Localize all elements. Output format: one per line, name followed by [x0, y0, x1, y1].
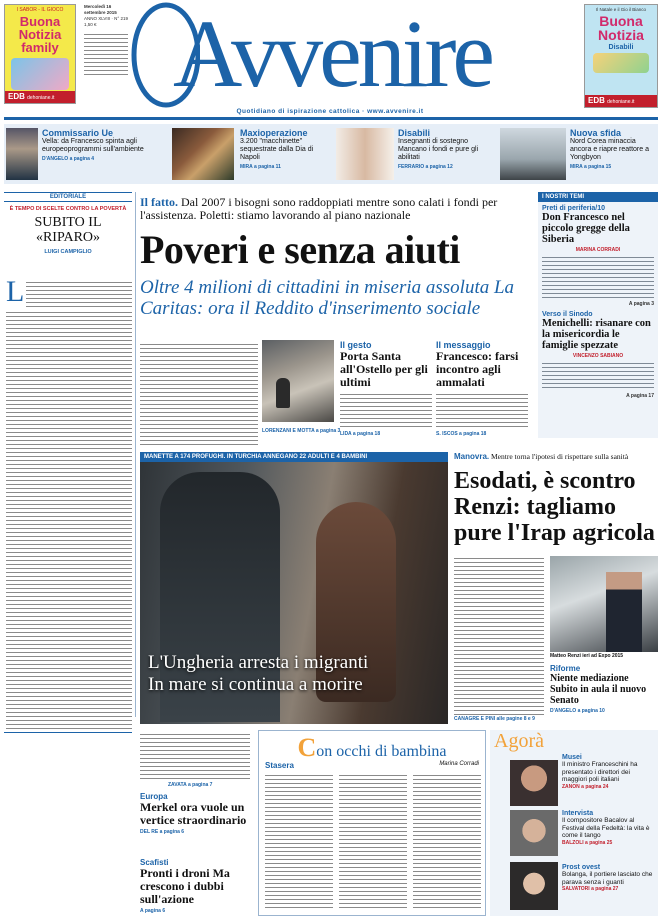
bottom-left-body: [140, 732, 250, 780]
scafisti-story[interactable]: [140, 858, 252, 914]
promo-left-publisher: [5, 91, 75, 103]
manovra-intro-text: Mentre torna l'ipotesi di rispettare sulla sanità: [491, 452, 629, 461]
agora-1-kicker: Musei: [562, 754, 582, 761]
europa-kicker: Europa: [140, 792, 168, 801]
temi-header: I NOSTRI TEMI: [538, 192, 658, 202]
bambina-body-2: [339, 773, 407, 911]
teaser-2[interactable]: [240, 128, 334, 170]
temi-2-author: VINCENZO SABIANO: [572, 353, 624, 359]
agora-3-text: Bolanga, il portiere lasciato che parava senza i guanti: [562, 871, 653, 886]
bambina-body-3: [413, 773, 481, 911]
teaser-3-text: Insegnanti di sostegno Mancano i fondi e pure gli abilitati: [398, 138, 479, 161]
manovra-photo-caption: Matteo Renzi ieri ad Expo 2015: [550, 653, 624, 659]
lead-photo: [262, 340, 334, 422]
agora-2-text: Il compositore Bacalov al Festival della Fedeltà: la vita è come il tango: [562, 817, 650, 839]
promo-right-box[interactable]: [584, 4, 658, 108]
manovra-body: [454, 556, 544, 716]
riforme-story[interactable]: [550, 664, 658, 714]
lead-photo-figure: [276, 378, 290, 408]
lead-photo-credit: LORENZANI E MOTTA a pagina 3: [262, 428, 341, 434]
masthead-title[interactable]: Avvenire: [172, 0, 492, 107]
agora-photo-3: [510, 862, 558, 910]
bambina-title: [259, 733, 485, 763]
manovra-headline[interactable]: Esodati, è scontro Renzi: tagliamo pure l'Irap agricola: [454, 468, 655, 546]
europa-story[interactable]: [140, 792, 252, 835]
teaser-4[interactable]: [570, 128, 656, 170]
teaser-1[interactable]: [42, 128, 162, 162]
temi-1-kicker: Preti di periferia/10: [542, 205, 606, 212]
hungary-caption-1: L'Ungheria arresta i migranti: [148, 652, 369, 673]
editorial-title: SUBITO IL «RIPARO»: [34, 215, 102, 245]
teaser-3[interactable]: [398, 128, 498, 170]
bambina-box[interactable]: [258, 730, 486, 916]
temi-2-kicker: Verso il Sinodo: [542, 311, 593, 318]
lead-subhead: Oltre 4 milioni di cittadini in miseria assoluta La Caritas: ora il Reddito d'inserimento sociale: [140, 277, 515, 319]
promo-right-title: Buona Notizia: [598, 13, 644, 43]
bambina-kicker: Stasera: [265, 761, 294, 770]
promo-right-publisher: [585, 95, 657, 107]
messaggio-story[interactable]: [436, 340, 528, 437]
editorial-column[interactable]: [4, 192, 132, 917]
lead-intro: [140, 196, 526, 222]
bambina-author: Marina Corradi: [439, 761, 479, 767]
gesto-title: Porta Santa all'Ostello per gli ultimi: [340, 349, 428, 389]
lead-intro-label: Il fatto.: [140, 195, 178, 209]
teaser-strip: [4, 124, 658, 184]
renzi-figure: [606, 572, 642, 652]
lead-intro-text: Dal 2007 i bisogni sono raddoppiati mentre sono calati i fondi per l'assistenza. Poletti: stiamo lavorando al piano nazionale: [140, 195, 498, 222]
editorial-body-b: [6, 310, 132, 730]
riforme-page: D'ANGELO a pagina 10: [550, 708, 605, 714]
teaser-3-title: Disabili: [398, 128, 431, 138]
teaser-2-page: MIRA a pagina 11: [240, 164, 281, 170]
temi-1-page: A pagina 3: [628, 301, 654, 307]
manovra-intro: [454, 452, 658, 461]
column-rule: [135, 192, 136, 717]
messaggio-body: [436, 392, 528, 428]
editorial-label: EDITORIALE: [4, 192, 132, 202]
bambina-title-c: C: [297, 733, 317, 762]
riforme-title: Niente mediazione Subito in aula il nuovo Senato: [550, 673, 647, 706]
dehoniane-label: dehoniane.it: [27, 95, 55, 101]
teaser-1-title: Commissario Ue: [42, 128, 114, 138]
editorial-dropcap: L: [6, 275, 25, 308]
gesto-page: LIDA a pagina 18: [340, 431, 381, 437]
temi-1-author: MARINA CORRADI: [575, 247, 621, 253]
agora-2-kicker: Intervista: [562, 810, 594, 817]
edb-logo: EDB: [8, 92, 25, 101]
editorial-divider: [4, 732, 132, 733]
agora-3-kicker: Prost ovest: [562, 864, 601, 871]
bottom-left-page: ZAVATA a pagina 7: [168, 782, 213, 788]
promo-right-top: Il Natale e il Gio il Bianco: [595, 7, 647, 12]
riforme-kicker: Riforme: [550, 664, 581, 673]
teaser-4-title: Nuova sfida: [570, 128, 622, 138]
temi-2-page: A pagina 17: [626, 393, 654, 399]
messaggio-page: S. ISCOS a pagina 18: [436, 431, 487, 437]
manovra-kicker: Manovra.: [454, 452, 490, 461]
agora-title: Agorà: [494, 730, 544, 752]
scafisti-kicker: Scafisti: [140, 858, 169, 867]
agora-1-page: ZANON a pagina 24: [562, 783, 609, 790]
issue-number: ANNO XLVIII · N° 219: [84, 16, 128, 21]
teaser-photo-3: [336, 128, 394, 180]
scafisti-title: Pronti i droni Ma crescono i dubbi sull'azione: [140, 866, 230, 906]
agora-box[interactable]: [490, 730, 658, 916]
bambina-body-1: [265, 773, 333, 911]
teaser-3-page: FERRARIO a pagina 12: [398, 164, 453, 170]
promo-right-sub: Disabili: [608, 44, 634, 51]
promo-left-title: Buona Notizia family: [18, 14, 62, 55]
agora-2-page: BALZOLI a pagina 25: [562, 839, 613, 846]
agora-photo-2: [510, 810, 558, 856]
dateline-fineprint: [84, 32, 128, 78]
lead-body: [140, 342, 258, 446]
temi-2-title: Menichelli: risanare con la misericordia le famiglie spezzate: [542, 318, 651, 351]
issue-price: 1,50 €: [84, 22, 97, 27]
lead-headline[interactable]: Poveri e senza aiuti: [140, 227, 460, 272]
manovra-page: CANAGRE E PINI alle pagine 8 e 9: [454, 716, 535, 722]
gesto-kicker: Il gesto: [340, 340, 372, 350]
masthead-dateline: [84, 4, 128, 78]
europa-page: DEL RE a pagina 6: [140, 829, 185, 835]
teaser-1-text: Vella: da Francesco spinta agli europeoprogrammi sull'ambiente: [42, 138, 144, 153]
teaser-2-title: Maxioperazione: [240, 128, 308, 138]
edb-logo: EDB: [588, 96, 605, 105]
temi-1-body: [542, 255, 654, 299]
dehoniane-label: dehoniane.it: [607, 99, 635, 105]
messaggio-kicker: Il messaggio: [436, 340, 491, 350]
agora-1-text: Il ministro Franceschini ha presentato i direttori dei maggiori poli italiani: [562, 761, 638, 783]
agora-item-1[interactable]: [562, 754, 656, 790]
teaser-photo-4: [500, 128, 566, 180]
teaser-1-page: D'ANGELO a pagina 4: [42, 156, 95, 162]
agora-item-3[interactable]: [562, 864, 656, 892]
promo-left-illustration: [11, 58, 69, 90]
europa-title: Merkel ora vuole un vertice straordinario: [140, 800, 247, 827]
masthead-tagline: Quotidiano di ispirazione cattolica · www.avvenire.it: [236, 108, 424, 115]
promo-left-top: I SABOR - IL GIOCO: [16, 7, 64, 13]
temi-2-body: [542, 361, 654, 391]
messaggio-title: Francesco: farsi incontro agli ammalati: [436, 349, 519, 389]
gesto-body: [340, 392, 432, 428]
edition-date: Mercoledì 16 settembre 2015: [84, 4, 117, 15]
hungary-photo-caption: [148, 652, 448, 696]
agora-photo-1: [510, 760, 558, 806]
bambina-title-text: on occhi di bambina: [316, 743, 447, 760]
masthead-rule: [4, 117, 658, 120]
gesto-story[interactable]: [340, 340, 432, 437]
hungary-photo[interactable]: [140, 462, 448, 724]
temi-column[interactable]: [538, 192, 658, 438]
manovra-photo: [550, 556, 658, 652]
hungary-caption-2: In mare si continua a morire: [148, 674, 363, 695]
teaser-photo-2: [172, 128, 234, 180]
promo-right-illustration: [593, 53, 649, 73]
teaser-4-page: MIRA a pagina 15: [570, 164, 612, 170]
agora-3-page: SALVATORI a pagina 27: [562, 886, 619, 892]
promo-left-box[interactable]: [4, 4, 76, 104]
agora-item-2[interactable]: [562, 810, 656, 846]
teaser-4-text: Nord Corea minaccia ancora e riapre reattore a Yongbyon: [570, 138, 649, 161]
editorial-author: LUIGI CAMPIGLIO: [44, 249, 92, 255]
editorial-body-a: [26, 280, 132, 308]
teaser-2-text: 3.200 "macchinette" sequestrate dalla Dia di Napoli: [240, 138, 314, 161]
hungary-banner: MANETTE A 174 PROFUGHI. IN TURCHIA ANNEGANO 22 ADULTI E 4 BAMBINI: [140, 452, 448, 462]
temi-1-title: Don Francesco nel piccolo gregge della Siberia: [542, 212, 630, 245]
scafisti-page: A pagina 6: [140, 908, 166, 914]
teaser-photo-1: [6, 128, 38, 180]
editorial-kicker: È TEMPO DI SCELTE CONTRO LA POVERTÀ: [9, 206, 127, 212]
